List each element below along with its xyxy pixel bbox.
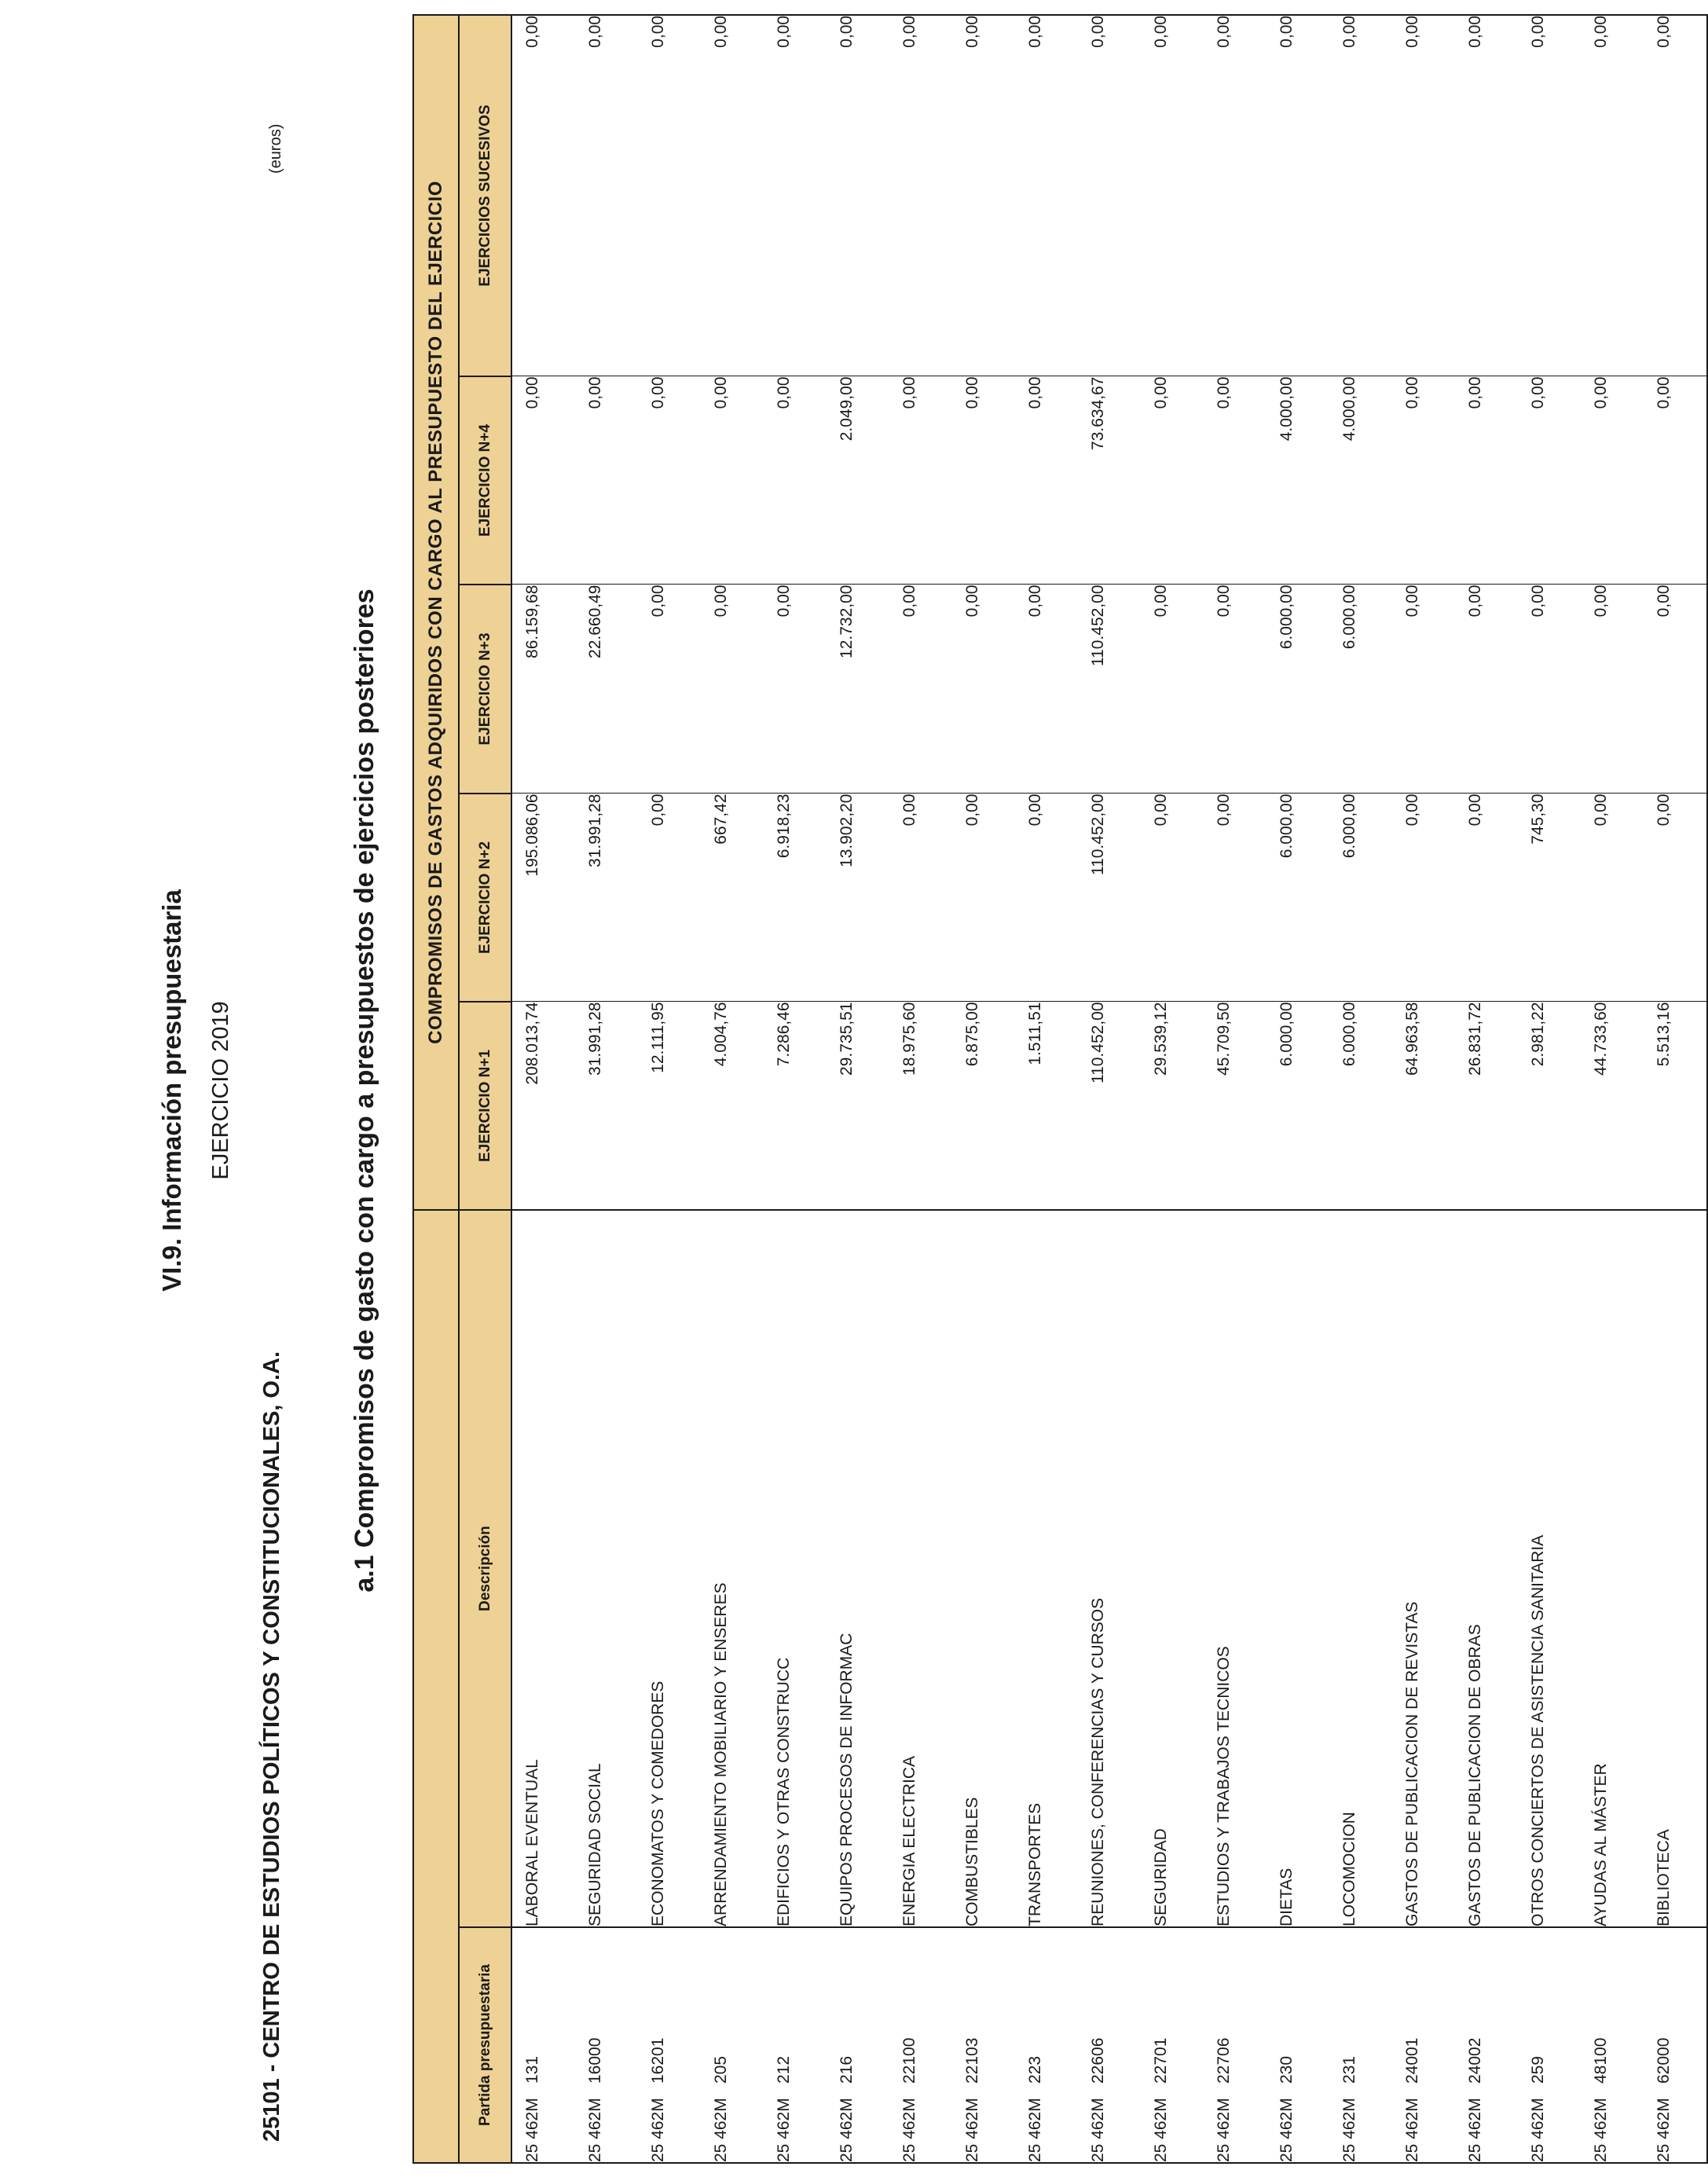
economic-code: 216: [838, 2055, 856, 2084]
col-header-sucesivos: EJERCICIOS SUCESIVOS: [459, 15, 511, 376]
n4-cell: 73.634,67: [1078, 376, 1141, 585]
sucesivos-cell: 0,00: [1015, 15, 1078, 376]
programa-code: 25 462M: [1529, 2098, 1547, 2162]
table-row: [1392, 15, 1455, 2163]
economic-code: 48100: [1592, 2037, 1610, 2084]
n4-cell: 0,00: [1455, 376, 1518, 585]
n2-cell: 195.086,06: [511, 794, 575, 1002]
programa-code: 25 462M: [1089, 2098, 1107, 2162]
n1-cell: 31.991,28: [575, 1002, 638, 1210]
n4-cell: 0,00: [1204, 376, 1266, 585]
partida-cell: [575, 1927, 638, 2163]
partida-cell: [511, 1927, 575, 2163]
units-label: (euros): [267, 123, 284, 174]
economic-code: 24002: [1466, 2037, 1484, 2084]
n1-cell: 12.111,95: [638, 1002, 701, 1210]
n4-cell: 0,00: [1581, 376, 1644, 585]
descripcion-cell: LOCOMOCION: [1329, 1210, 1392, 1927]
table-body: [511, 15, 1707, 2163]
n1-cell: 208.013,74: [511, 1002, 575, 1210]
n1-cell: 26.831,72: [1455, 1002, 1518, 1210]
n3-cell: 12.732,00: [827, 585, 889, 794]
col-header-descripcion: Descripción: [459, 1210, 511, 1927]
economic-code: 22701: [1152, 2037, 1170, 2084]
table-row: [701, 15, 764, 2163]
economic-code: 230: [1277, 2055, 1296, 2084]
n3-cell: 0,00: [1392, 585, 1455, 794]
n4-cell: 0,00: [1015, 376, 1078, 585]
n1-cell: 18.975,60: [889, 1002, 952, 1210]
n3-cell: 0,00: [889, 585, 952, 794]
economic-code: 16201: [649, 2037, 667, 2084]
partida-cell: [1392, 1927, 1455, 2163]
sucesivos-cell: 0,00: [1078, 15, 1141, 376]
col-header-n2: EJERCICIO N+2: [459, 794, 511, 1002]
n1-cell: 2.981,22: [1518, 1002, 1581, 1210]
n3-cell: 0,00: [1644, 585, 1707, 794]
table-row: [764, 15, 827, 2163]
table-row: [1078, 15, 1141, 2163]
economic-code: 22706: [1215, 2037, 1233, 2084]
sucesivos-cell: 0,00: [952, 15, 1015, 376]
table-row: [1329, 15, 1392, 2163]
table-row: [1518, 15, 1581, 2163]
n2-cell: 0,00: [1204, 794, 1266, 1002]
sucesivos-cell: 0,00: [638, 15, 701, 376]
economic-code: 231: [1340, 2055, 1358, 2084]
n2-cell: 13.902,20: [827, 794, 889, 1002]
n1-cell: 110.452,00: [1078, 1002, 1141, 1210]
descripcion-cell: DIETAS: [1266, 1210, 1329, 1927]
n3-cell: 0,00: [1015, 585, 1078, 794]
n3-cell: 0,00: [952, 585, 1015, 794]
n3-cell: 0,00: [1518, 585, 1581, 794]
programa-code: 25 462M: [1026, 2098, 1044, 2162]
col-header-n3: EJERCICIO N+3: [459, 585, 511, 794]
partida-cell: [889, 1927, 952, 2163]
programa-code: 25 462M: [1592, 2098, 1610, 2162]
partida-cell: [1204, 1927, 1266, 2163]
descripcion-cell: COMBUSTIBLES: [952, 1210, 1015, 1927]
economic-code: 131: [523, 2055, 541, 2084]
fiscal-year: EJERCICIO 2019: [208, 1001, 233, 1180]
n3-cell: 110.452,00: [1078, 585, 1141, 794]
n3-cell: 6.000,00: [1329, 585, 1392, 794]
programa-code: 25 462M: [1403, 2098, 1421, 2162]
commitments-table: [412, 14, 1708, 2164]
descripcion-cell: REUNIONES, CONFERENCIAS Y CURSOS: [1078, 1210, 1141, 1927]
n1-cell: 29.539,12: [1141, 1002, 1204, 1210]
table-row: [1204, 15, 1266, 2163]
descripcion-cell: SEGURIDAD SOCIAL: [575, 1210, 638, 1927]
sucesivos-cell: 0,00: [1204, 15, 1266, 376]
table-row: [1455, 15, 1518, 2163]
descripcion-cell: LABORAL EVENTUAL: [511, 1210, 575, 1927]
descripcion-cell: EQUIPOS PROCESOS DE INFORMAC: [827, 1210, 889, 1927]
table-row: [827, 15, 889, 2163]
n1-cell: 29.735,51: [827, 1002, 889, 1210]
economic-code: 24001: [1403, 2037, 1421, 2084]
programa-code: 25 462M: [1277, 2098, 1296, 2162]
partida-cell: [952, 1927, 1015, 2163]
n1-cell: 7.286,46: [764, 1002, 827, 1210]
sucesivos-cell: 0,00: [1266, 15, 1329, 376]
table-row: [889, 15, 952, 2163]
n2-cell: 0,00: [1581, 794, 1644, 1002]
economic-code: 205: [712, 2055, 730, 2084]
n2-cell: 667,42: [701, 794, 764, 1002]
sucesivos-cell: 0,00: [1581, 15, 1644, 376]
programa-code: 25 462M: [1215, 2098, 1233, 2162]
n1-cell: 5.513,16: [1644, 1002, 1707, 1210]
n4-cell: 0,00: [701, 376, 764, 585]
partida-cell: [701, 1927, 764, 2163]
n3-cell: 0,00: [1455, 585, 1518, 794]
programa-code: 25 462M: [1340, 2098, 1358, 2162]
partida-cell: [1266, 1927, 1329, 2163]
n3-cell: 0,00: [1141, 585, 1204, 794]
table-row: [575, 15, 638, 2163]
partida-cell: [1455, 1927, 1518, 2163]
partida-cell: [638, 1927, 701, 2163]
economic-code: 259: [1529, 2055, 1547, 2084]
descripcion-cell: ECONOMATOS Y COMEDORES: [638, 1210, 701, 1927]
programa-code: 25 462M: [1466, 2098, 1484, 2162]
n4-cell: 0,00: [952, 376, 1015, 585]
n4-cell: 2.049,00: [827, 376, 889, 585]
n2-cell: 0,00: [638, 794, 701, 1002]
n2-cell: 110.452,00: [1078, 794, 1141, 1002]
programa-code: 25 462M: [963, 2098, 981, 2162]
header-blank: [413, 1210, 459, 2163]
n4-cell: 0,00: [1141, 376, 1204, 585]
sucesivos-cell: 0,00: [1644, 15, 1707, 376]
sucesivos-cell: 0,00: [1455, 15, 1518, 376]
n2-cell: 0,00: [1392, 794, 1455, 1002]
organization-name: 25101 - CENTRO DE ESTUDIOS POLÍTICOS Y CONSTITUCIONALES, O.A.: [259, 1351, 284, 2142]
partida-cell: [1078, 1927, 1141, 2163]
n4-cell: 0,00: [638, 376, 701, 585]
n3-cell: 0,00: [764, 585, 827, 794]
descripcion-cell: AYUDAS AL MÁSTER: [1581, 1210, 1644, 1927]
sucesivos-cell: 0,00: [764, 15, 827, 376]
sucesivos-cell: 0,00: [1141, 15, 1204, 376]
n4-cell: 0,00: [1392, 376, 1455, 585]
n4-cell: 4.000,00: [1329, 376, 1392, 585]
n2-cell: 31.991,28: [575, 794, 638, 1002]
programa-code: 25 462M: [838, 2098, 856, 2162]
programa-code: 25 462M: [900, 2098, 918, 2162]
descripcion-cell: GASTOS DE PUBLICACION DE OBRAS: [1455, 1210, 1518, 1927]
n4-cell: 0,00: [764, 376, 827, 585]
n1-cell: 1.511,51: [1015, 1002, 1078, 1210]
n2-cell: 745,30: [1518, 794, 1581, 1002]
sucesivos-cell: 0,00: [889, 15, 952, 376]
n2-cell: 0,00: [889, 794, 952, 1002]
n1-cell: 4.004,76: [701, 1002, 764, 1210]
sucesivos-cell: 0,00: [701, 15, 764, 376]
sucesivos-cell: 0,00: [1329, 15, 1392, 376]
table-row: [511, 15, 575, 2163]
n4-cell: 4.000,00: [1266, 376, 1329, 585]
section-title: a.1 Compromisos de gasto con cargo a presupuestos de ejercicios posteriores: [350, 588, 379, 1593]
descripcion-cell: ESTUDIOS Y TRABAJOS TECNICOS: [1204, 1210, 1266, 1927]
n1-cell: 44.733,60: [1581, 1002, 1644, 1210]
n1-cell: 45.709,50: [1204, 1002, 1266, 1210]
table-row: [952, 15, 1015, 2163]
table-row: [1581, 15, 1644, 2163]
economic-code: 223: [1026, 2055, 1044, 2084]
partida-cell: [1644, 1927, 1707, 2163]
partida-cell: [827, 1927, 889, 2163]
n2-cell: 0,00: [1644, 794, 1707, 1002]
partida-cell: [764, 1927, 827, 2163]
programa-code: 25 462M: [775, 2098, 793, 2162]
n4-cell: 0,00: [575, 376, 638, 585]
sucesivos-cell: 0,00: [1518, 15, 1581, 376]
descripcion-cell: TRANSPORTES: [1015, 1210, 1078, 1927]
economic-code: 22606: [1089, 2037, 1107, 2084]
n2-cell: 0,00: [1141, 794, 1204, 1002]
n3-cell: 0,00: [1204, 585, 1266, 794]
partida-cell: [1329, 1927, 1392, 2163]
col-header-partida: Partida presupuestaria: [459, 1927, 511, 2163]
n4-cell: 0,00: [889, 376, 952, 585]
n3-cell: 6.000,00: [1266, 585, 1329, 794]
descripcion-cell: SEGURIDAD: [1141, 1210, 1204, 1927]
descripcion-cell: EDIFICIOS Y OTRAS CONSTRUCC: [764, 1210, 827, 1927]
n4-cell: 0,00: [511, 376, 575, 585]
n4-cell: 0,00: [1518, 376, 1581, 585]
descripcion-cell: OTROS CONCIERTOS DE ASISTENCIA SANITARIA: [1518, 1210, 1581, 1927]
n3-cell: 86.159,68: [511, 585, 575, 794]
sucesivos-cell: 0,00: [827, 15, 889, 376]
col-header-n4: EJERCICIO N+4: [459, 376, 511, 585]
descripcion-cell: ENERGIA ELECTRICA: [889, 1210, 952, 1927]
group-header: COMPROMISOS DE GASTOS ADQUIRIDOS CON CARGO AL PRESUPUESTO DEL EJERCICIO: [413, 15, 459, 1210]
economic-code: 62000: [1655, 2037, 1673, 2084]
partida-cell: [1141, 1927, 1204, 2163]
n2-cell: 6.000,00: [1329, 794, 1392, 1002]
economic-code: 22100: [900, 2037, 918, 2084]
economic-code: 16000: [586, 2037, 604, 2084]
sucesivos-cell: 0,00: [1392, 15, 1455, 376]
n3-cell: 0,00: [638, 585, 701, 794]
partida-cell: [1518, 1927, 1581, 2163]
page-title: VI.9. Información presupuestaria: [157, 889, 186, 1292]
table-row: [1141, 15, 1204, 2163]
n2-cell: 6.000,00: [1266, 794, 1329, 1002]
n4-cell: 0,00: [1644, 376, 1707, 585]
col-header-n1: EJERCICIO N+1: [459, 1002, 511, 1210]
n3-cell: 22.660,49: [575, 585, 638, 794]
table-row: [1015, 15, 1078, 2163]
sucesivos-cell: 0,00: [575, 15, 638, 376]
descripcion-cell: GASTOS DE PUBLICACION DE REVISTAS: [1392, 1210, 1455, 1927]
economic-code: 212: [775, 2055, 793, 2084]
programa-code: 25 462M: [1655, 2098, 1673, 2162]
table-row: [638, 15, 701, 2163]
table-row: [1266, 15, 1329, 2163]
n1-cell: 6.875,00: [952, 1002, 1015, 1210]
partida-cell: [1581, 1927, 1644, 2163]
n1-cell: 6.000,00: [1329, 1002, 1392, 1210]
table-row: [1644, 15, 1707, 2163]
n2-cell: 0,00: [1455, 794, 1518, 1002]
n1-cell: 64.963,58: [1392, 1002, 1455, 1210]
n2-cell: 6.918,23: [764, 794, 827, 1002]
n1-cell: 6.000,00: [1266, 1002, 1329, 1210]
n3-cell: 0,00: [1581, 585, 1644, 794]
n3-cell: 0,00: [701, 585, 764, 794]
programa-code: 25 462M: [523, 2098, 541, 2162]
descripcion-cell: ARRENDAMIENTO MOBILIARIO Y ENSERES: [701, 1210, 764, 1927]
descripcion-cell: BIBLIOTECA: [1644, 1210, 1707, 1927]
n2-cell: 0,00: [952, 794, 1015, 1002]
economic-code: 22103: [963, 2037, 981, 2084]
programa-code: 25 462M: [1152, 2098, 1170, 2162]
programa-code: 25 462M: [649, 2098, 667, 2162]
n2-cell: 0,00: [1015, 794, 1078, 1002]
programa-code: 25 462M: [586, 2098, 604, 2162]
partida-cell: [1015, 1927, 1078, 2163]
sucesivos-cell: 0,00: [511, 15, 575, 376]
programa-code: 25 462M: [712, 2098, 730, 2162]
